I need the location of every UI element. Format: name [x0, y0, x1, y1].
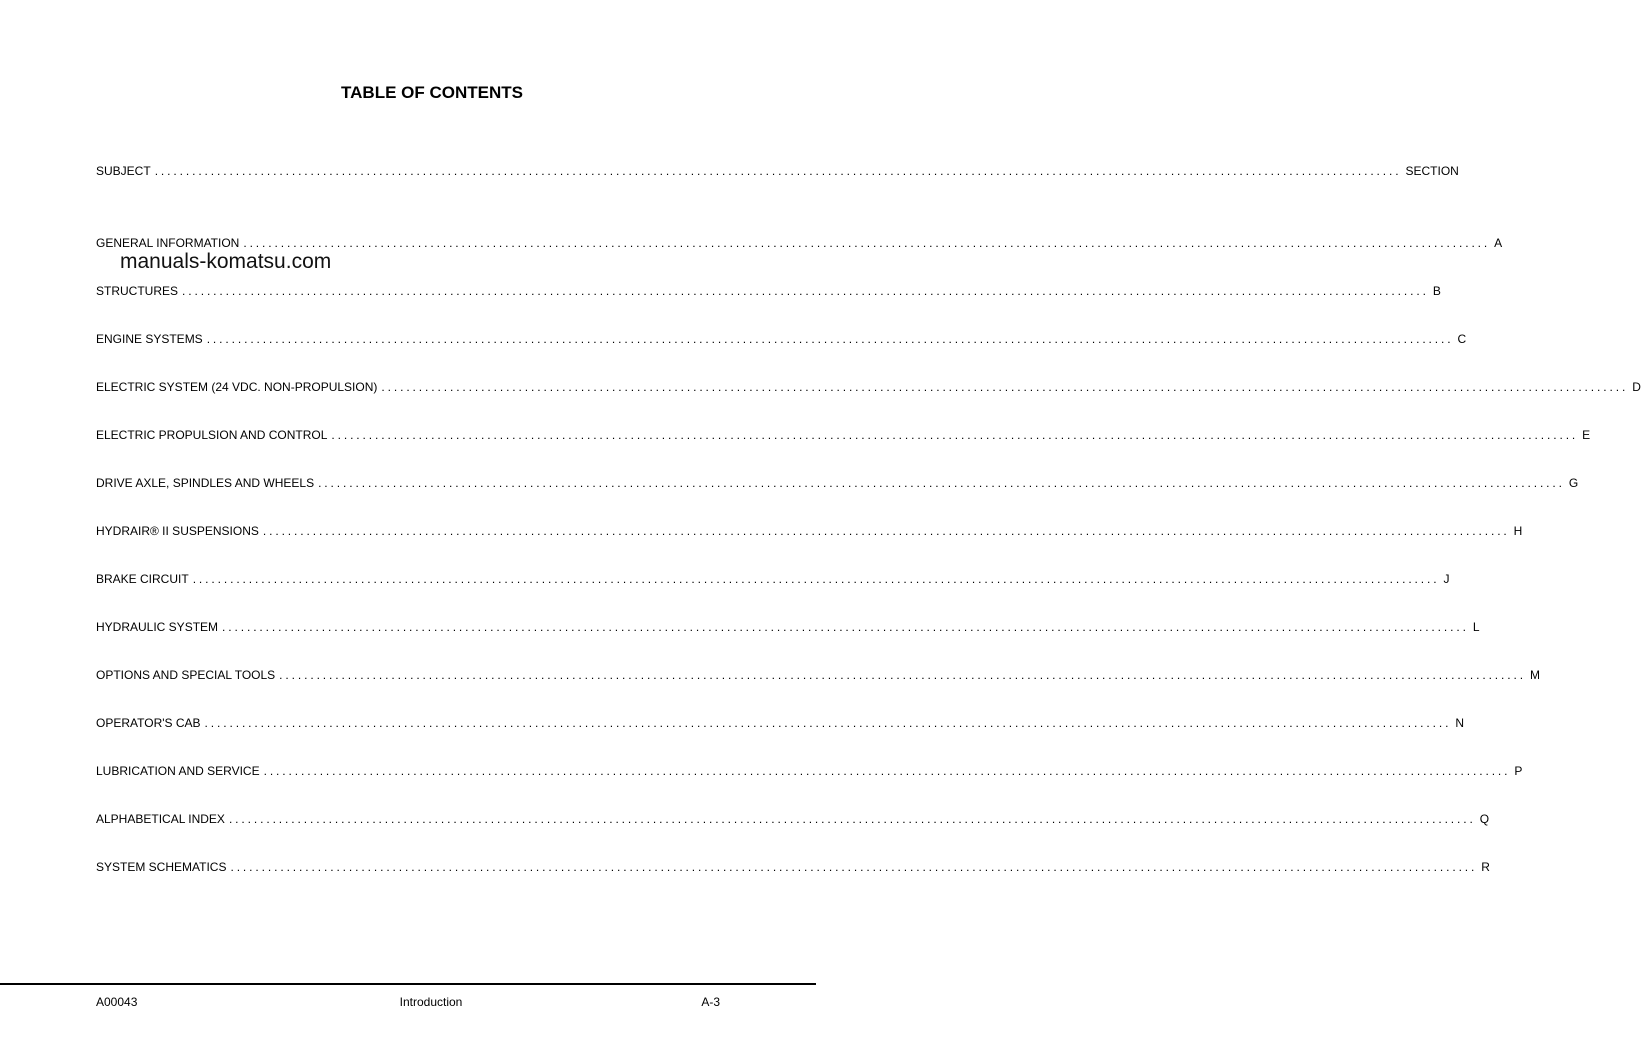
entry-label: HYDRAIR® II SUSPENSIONS [96, 524, 259, 538]
toc-entry[interactable] [96, 236, 1503, 250]
entry-label: DRIVE AXLE, SPINDLES AND WHEELS [96, 476, 315, 490]
entry-label: STRUCTURES [96, 284, 179, 298]
entry-section: B [1432, 284, 1441, 298]
toc-entry[interactable] [96, 476, 1579, 490]
leader-dots: ........................................................................................................................................................................................................ [279, 668, 1526, 682]
page-title: TABLE OF CONTENTS [341, 83, 523, 102]
entry-section: E [1582, 428, 1591, 442]
entry-section: N [1455, 716, 1465, 730]
toc-entry[interactable] [96, 284, 1441, 298]
entry-section: L [1472, 620, 1480, 634]
footer-page-number: A-3 [701, 995, 720, 1009]
leader-dots: ........................................................................................................................................................................................................ [222, 620, 1469, 634]
toc-entry[interactable] [96, 812, 1490, 826]
toc-entry[interactable] [96, 668, 1540, 682]
toc-entry[interactable] [96, 620, 1480, 634]
toc-entry[interactable] [96, 764, 1523, 778]
leader-dots: ........................................................................................................................................................................................................ [262, 524, 1510, 538]
entry-section: J [1443, 572, 1450, 586]
entry-label: LUBRICATION AND SERVICE [96, 764, 260, 778]
entry-label: OPERATOR'S CAB [96, 716, 201, 730]
entry-section: H [1513, 524, 1523, 538]
entry-section: M [1529, 668, 1540, 682]
entry-section: R [1481, 860, 1490, 874]
entry-label: HYDRAULIC SYSTEM [96, 620, 219, 634]
entry-label: GENERAL INFORMATION [96, 236, 240, 250]
footer-rule [0, 983, 816, 985]
toc-entry[interactable] [96, 380, 1641, 394]
leader-dots: ........................................................................................................................................................................................................ [230, 860, 1478, 874]
footer-doc-number: A00043 [96, 995, 138, 1009]
entry-label: ENGINE SYSTEMS [96, 332, 203, 346]
toc-entry[interactable] [96, 860, 1490, 874]
entry-label: SYSTEM SCHEMATICS [96, 860, 227, 874]
leader-dots: ........................................................................................................................................................................................................ [182, 284, 1429, 298]
entry-section: A [1494, 236, 1503, 250]
leader-dots: ........................................................................................................................................................................................................ [228, 812, 1476, 826]
leader-dots: ........................................................................................................................................................................................................ [192, 572, 1440, 586]
watermark: manuals-komatsu.com [120, 250, 332, 273]
entry-section: D [1632, 380, 1641, 394]
toc-entry[interactable] [96, 332, 1467, 346]
leader-dots: ........................................................................................................................................................................................................ [263, 764, 1511, 778]
leader-dots: ........................................................................................................................................................................................................ [331, 428, 1579, 442]
entry-label: BRAKE CIRCUIT [96, 572, 189, 586]
toc-entry[interactable] [96, 716, 1465, 730]
entry-label: ELECTRIC PROPULSION AND CONTROL [96, 428, 328, 442]
toc-header-row [96, 164, 1459, 178]
entry-section: Q [1479, 812, 1490, 826]
footer-chapter: Introduction [399, 995, 463, 1009]
leader-dots: ........................................................................................................................................................................................................ [243, 236, 1491, 250]
entry-label: ELECTRIC SYSTEM (24 VDC. NON-PROPULSION) [96, 380, 378, 394]
leader-dots: ........................................................................................................................................................................................................ [204, 716, 1452, 730]
toc-entry[interactable] [96, 572, 1450, 586]
section-heading: SECTION [1405, 164, 1459, 178]
subject-heading: SUBJECT [96, 164, 151, 178]
leader-dots: ........................................................................................................................................................................................................ [206, 332, 1454, 346]
entry-section: C [1457, 332, 1467, 346]
toc-entry[interactable] [96, 428, 1591, 442]
toc-entry[interactable] [96, 524, 1523, 538]
leader-dots: ........................................................................................................................................................................................................ [381, 380, 1629, 394]
entry-section: G [1568, 476, 1579, 490]
leader-dots: ........................................................................................................................................................................................................ [154, 164, 1402, 178]
leader-dots: ........................................................................................................................................................................................................ [318, 476, 1565, 490]
entry-label: ALPHABETICAL INDEX [96, 812, 225, 826]
entry-section: P [1514, 764, 1523, 778]
entry-label: OPTIONS AND SPECIAL TOOLS [96, 668, 276, 682]
